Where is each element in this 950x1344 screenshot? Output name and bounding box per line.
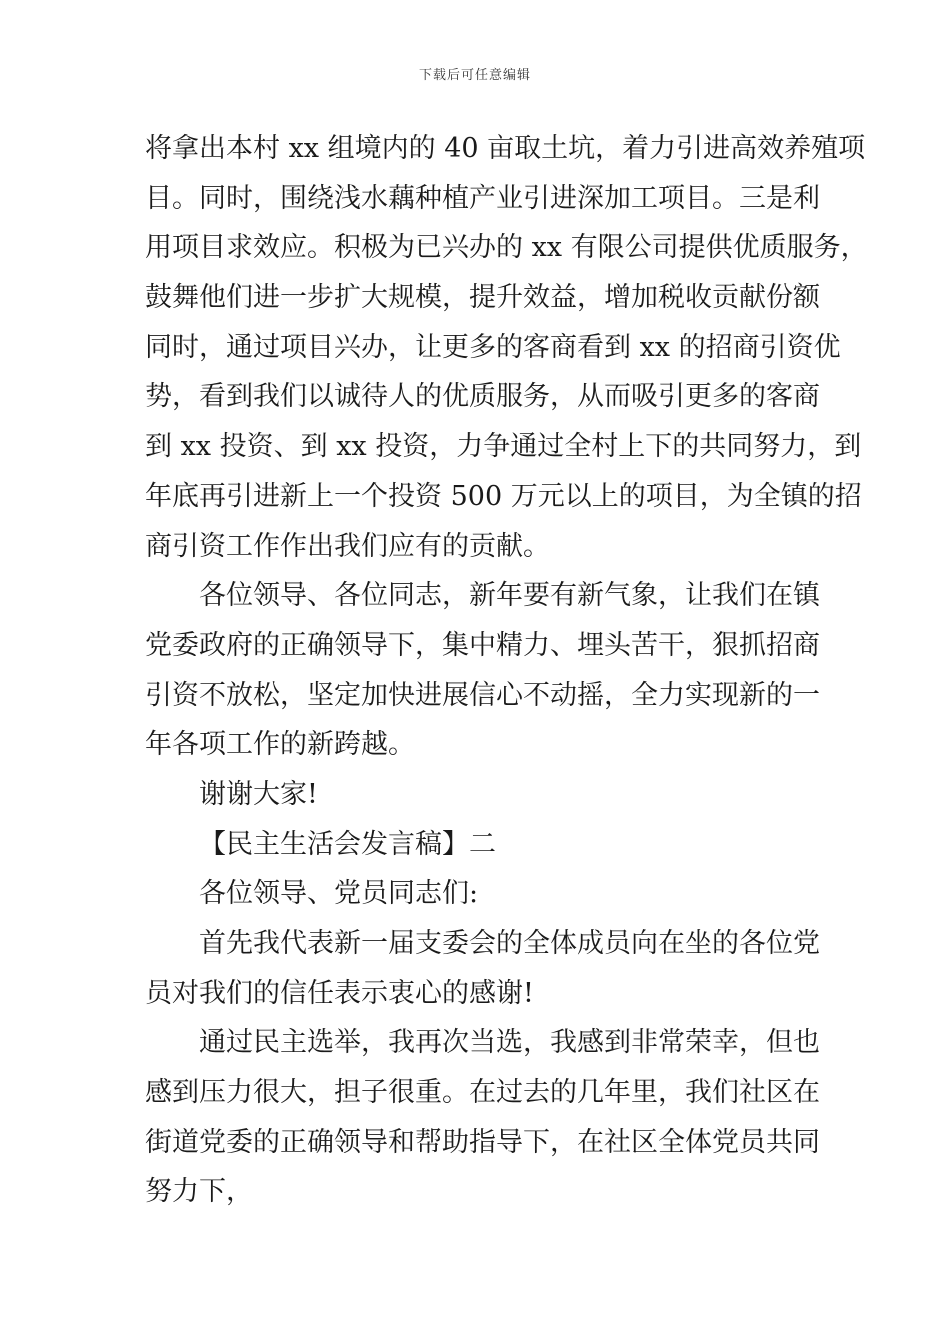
text-line: 引资不放松，坚定加快进展信心不动摇，全力实现新的一	[145, 679, 820, 711]
text-line: 鼓舞他们进一步扩大规模，提升效益，增加税收贡献份额	[145, 282, 820, 314]
text-line: 同时，通过项目兴办，让更多的客商看到 xx 的招商引资优	[145, 331, 841, 363]
section-title: 【民主生活会发言稿】二	[199, 828, 496, 860]
text-line: 年底再引进新上一个投资 500 万元以上的项目，为全镇的招	[145, 480, 862, 512]
text-line: 感到压力很大，担子很重。在过去的几年里，我们社区在	[145, 1077, 820, 1109]
closing-thanks: 谢谢大家!	[199, 778, 318, 810]
text-line: 用项目求效应。积极为已兴办的 xx 有限公司提供优质服务，	[145, 232, 868, 264]
paragraph-first-line: 各位领导、各位同志，新年要有新气象，让我们在镇	[199, 580, 820, 612]
text-line: 党委政府的正确领导下，集中精力、埋头苦干，狠抓招商	[145, 629, 820, 661]
text-line: 势，看到我们以诚待人的优质服务，从而吸引更多的客商	[145, 381, 820, 413]
text-line: 员对我们的信任表示衷心的感谢!	[145, 977, 534, 1009]
text-line: 街道党委的正确领导和帮助指导下，在社区全体党员共同	[145, 1126, 820, 1158]
text-line: 努力下，	[145, 1176, 253, 1208]
text-line: 将拿出本村 xx 组境内的 40 亩取土坑，着力引进高效养殖项	[145, 133, 866, 164]
document-body	[145, 124, 868, 1217]
salutation: 各位领导、党员同志们:	[199, 878, 479, 910]
text-line: 目。同时，围绕浅水藕种植产业引进深加工项目。三是利	[145, 182, 820, 214]
text-line: 到 xx 投资、到 xx 投资，力争通过全村上下的共同努力，到	[145, 431, 862, 463]
paragraph-first-line: 首先我代表新一届支委会的全体成员向在坐的各位党	[199, 928, 820, 959]
page-header: 下载后可任意编辑	[418, 68, 531, 83]
text-line: 商引资工作作出我们应有的贡献。	[145, 530, 550, 562]
text-line: 年各项工作的新跨越。	[145, 729, 415, 761]
paragraph-first-line: 通过民主选举，我再次当选，我感到非常荣幸，但也	[199, 1027, 820, 1059]
